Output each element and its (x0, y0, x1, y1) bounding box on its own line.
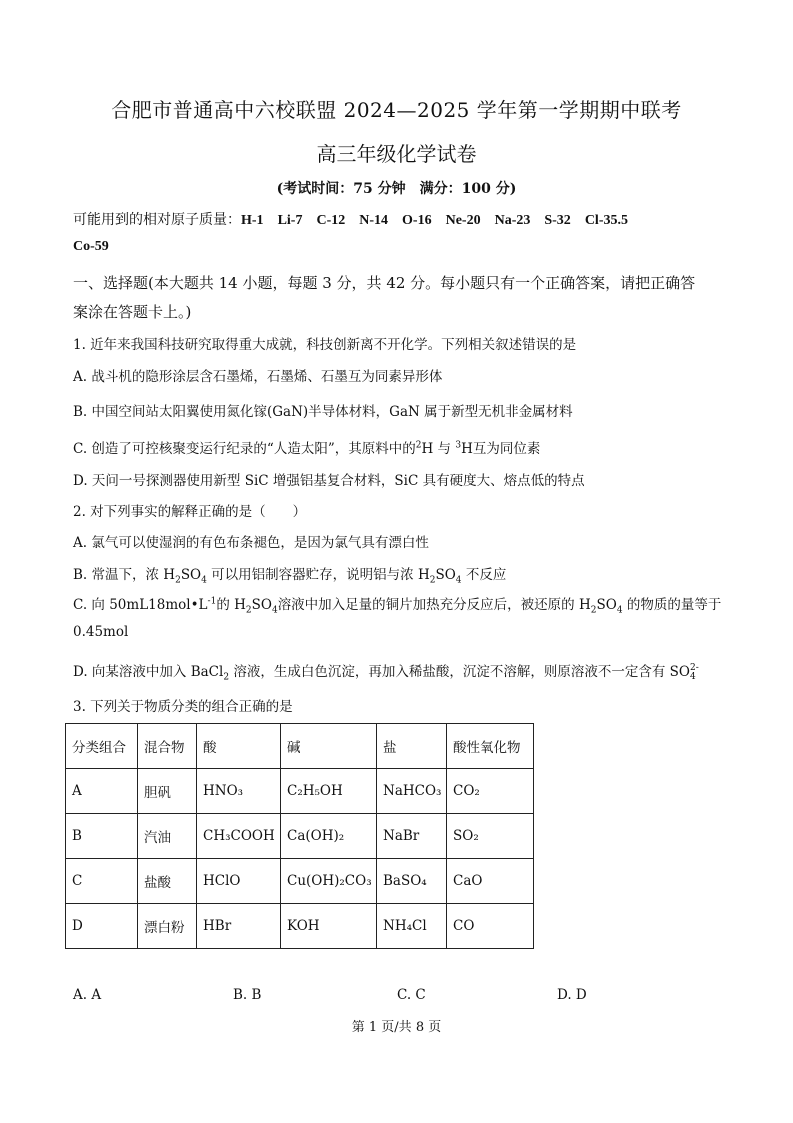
atomic-mass-item: Co-59 (73, 239, 109, 254)
subscript: 4 (689, 671, 696, 682)
table-cell: C₂H₅OH (281, 769, 377, 814)
table-row (66, 814, 534, 859)
option-text: 互为同位素 (472, 441, 541, 457)
table-row (66, 904, 534, 949)
table-cell: BaSO₄ (377, 859, 447, 904)
isotope-mass-number: 3 (455, 440, 462, 451)
table-cell: HClO (197, 859, 281, 904)
table-cell: HNO₃ (197, 769, 281, 814)
subscript: 2 (175, 575, 181, 586)
question-1-option-c (73, 437, 540, 457)
atomic-mass-item: N-14 (359, 213, 389, 228)
question-2-stem: 2. 对下列事实的解释正确的是（ ） (73, 504, 307, 520)
table-cell: SO₂ (447, 814, 534, 859)
table-header-cell: 酸性氧化物 (447, 724, 534, 769)
table-cell: 汽油 (138, 814, 197, 859)
question-2-option-c-cont: 0.45mol (73, 624, 129, 640)
page-number: 第 1 页/共 8 页 (351, 1020, 442, 1035)
atomic-masses (73, 209, 642, 229)
option-text: C. 创造了可控核聚变运行纪录的“人造太阳”，其原料中的 (73, 441, 416, 457)
table-cell: NaHCO₃ (377, 769, 447, 814)
subscript: 4 (271, 605, 278, 616)
table-cell: Ca(OH)₂ (281, 814, 377, 859)
table-cell: CaO (447, 859, 534, 904)
classification-table (65, 723, 534, 949)
option-text: B. 常温下，浓 H (73, 567, 176, 583)
table-cell: C (66, 859, 138, 904)
question-2-option-d (73, 660, 699, 683)
table-cell: D (66, 904, 138, 949)
subscript: 2 (223, 672, 230, 683)
option-text: D. 向某溶液中加入 BaCl (73, 664, 224, 680)
question-1-option-d: D. 天问一号探测器使用新型 SiC 增强铝基复合材料，SiC 具有硬度大、熔点低的特点 (73, 473, 585, 489)
section-heading-cont: 案涂在答题卡上。) (73, 303, 192, 321)
table-cell: Cu(OH)₂CO₃ (281, 859, 377, 904)
option-text: SO (596, 597, 617, 613)
exam-subtitle: 高三年级化学试卷 (316, 142, 477, 166)
table-header-cell: 盐 (377, 724, 447, 769)
question-2-option-a: A. 氯气可以使湿润的有色布条褪色，是因为氯气具有漂白性 (73, 535, 429, 551)
subscript: 2 (245, 605, 252, 616)
question-3-stem: 3. 下列关于物质分类的组合正确的是 (73, 699, 293, 715)
table-cell: CH₃COOH (197, 814, 281, 859)
option-text: 与 (433, 441, 456, 457)
table-header-row (66, 724, 534, 769)
superscript: 2- (689, 662, 699, 673)
isotope-symbol: H (461, 441, 473, 457)
option-text: 可以用铝制容器贮存，说明铝与浓 H (206, 567, 430, 583)
atomic-mass-item: O-16 (402, 213, 432, 228)
question-3-option-a: A. A (73, 987, 102, 1003)
isotope-mass-number: 2 (415, 440, 422, 451)
atomic-mass-item: Na-23 (494, 213, 531, 228)
isotope-symbol: H (421, 441, 434, 457)
atomic-masses-label: 可能用到的相对原子质量： (73, 212, 241, 228)
table-header-cell: 酸 (197, 724, 281, 769)
option-text: C. 向 50mL18mol•L (73, 597, 208, 613)
atomic-mass-item: Ne-20 (445, 213, 481, 228)
subscript: 4 (616, 605, 623, 616)
question-3-option-b: B. B (233, 987, 262, 1003)
atomic-masses-list (241, 213, 642, 228)
table-cell: 盐酸 (138, 859, 197, 904)
table-cell: NaBr (377, 814, 447, 859)
question-2-option-c (73, 593, 721, 616)
option-text: 的 H (216, 597, 246, 613)
table-header-cell: 碱 (281, 724, 377, 769)
option-text: 溶液，生成白色沉淀，再加入稀盐酸，沉淀不溶解，则原溶液不一定含有 SO (229, 664, 690, 680)
option-text: 的物质的量等于 (622, 597, 722, 613)
question-3-option-d: D. D (557, 987, 587, 1003)
question-1-option-b: B. 中国空间站太阳翼使用氮化镓(GaN)半导体材料，GaN 属于新型无机非金属材料 (73, 404, 573, 420)
table-cell: 胆矾 (138, 769, 197, 814)
subscript: 4 (455, 575, 462, 586)
question-1-stem: 1. 近年来我国科技研究取得重大成就，科技创新离不开化学。下列相关叙述错误的是 (73, 337, 577, 353)
table-cell: HBr (197, 904, 281, 949)
atomic-mass-item: Cl-35.5 (584, 213, 628, 228)
table-cell: A (66, 769, 138, 814)
subscript: 2 (590, 605, 597, 616)
option-text: 不反应 (461, 567, 507, 583)
table-cell: NH₄Cl (377, 904, 447, 949)
table-header-cell: 混合物 (138, 724, 197, 769)
table-cell: CO₂ (447, 769, 534, 814)
question-2-option-b (73, 563, 506, 586)
atomic-mass-item: S-32 (544, 213, 571, 228)
atomic-mass-item: C-12 (316, 213, 346, 228)
option-text: SO (251, 597, 272, 613)
atomic-mass-item: Li-7 (277, 213, 303, 228)
table-cell: B (66, 814, 138, 859)
table-cell: KOH (281, 904, 377, 949)
table-cell: CO (447, 904, 534, 949)
section-heading: 一、选择题(本大题共 14 小题，每题 3 分，共 42 分。每小题只有一个正确答案，请把正确答 (73, 274, 696, 292)
table-row (66, 769, 534, 814)
table-cell: 漂白粉 (138, 904, 197, 949)
table-header-cell: 分类组合 (66, 724, 138, 769)
table-row (66, 859, 534, 904)
superscript: -1 (207, 596, 217, 607)
question-3-option-c: C. C (397, 987, 426, 1003)
question-1-option-a: A. 战斗机的隐形涂层含石墨烯，石墨烯、石墨互为同素异形体 (73, 369, 443, 385)
option-text: 溶液中加入足量的铜片加热充分反应后，被还原的 H (277, 597, 591, 613)
exam-title: 合肥市普通高中六校联盟 2024—2025 学年第一学期期中联考 (111, 98, 682, 122)
option-text: SO (180, 567, 202, 583)
subscript: 2 (429, 575, 436, 586)
atomic-mass-item: H-1 (241, 213, 264, 228)
option-text: SO (435, 567, 456, 583)
subscript: 4 (201, 575, 207, 586)
exam-info: (考试时间：75 分钟 满分：100 分) (276, 181, 517, 197)
